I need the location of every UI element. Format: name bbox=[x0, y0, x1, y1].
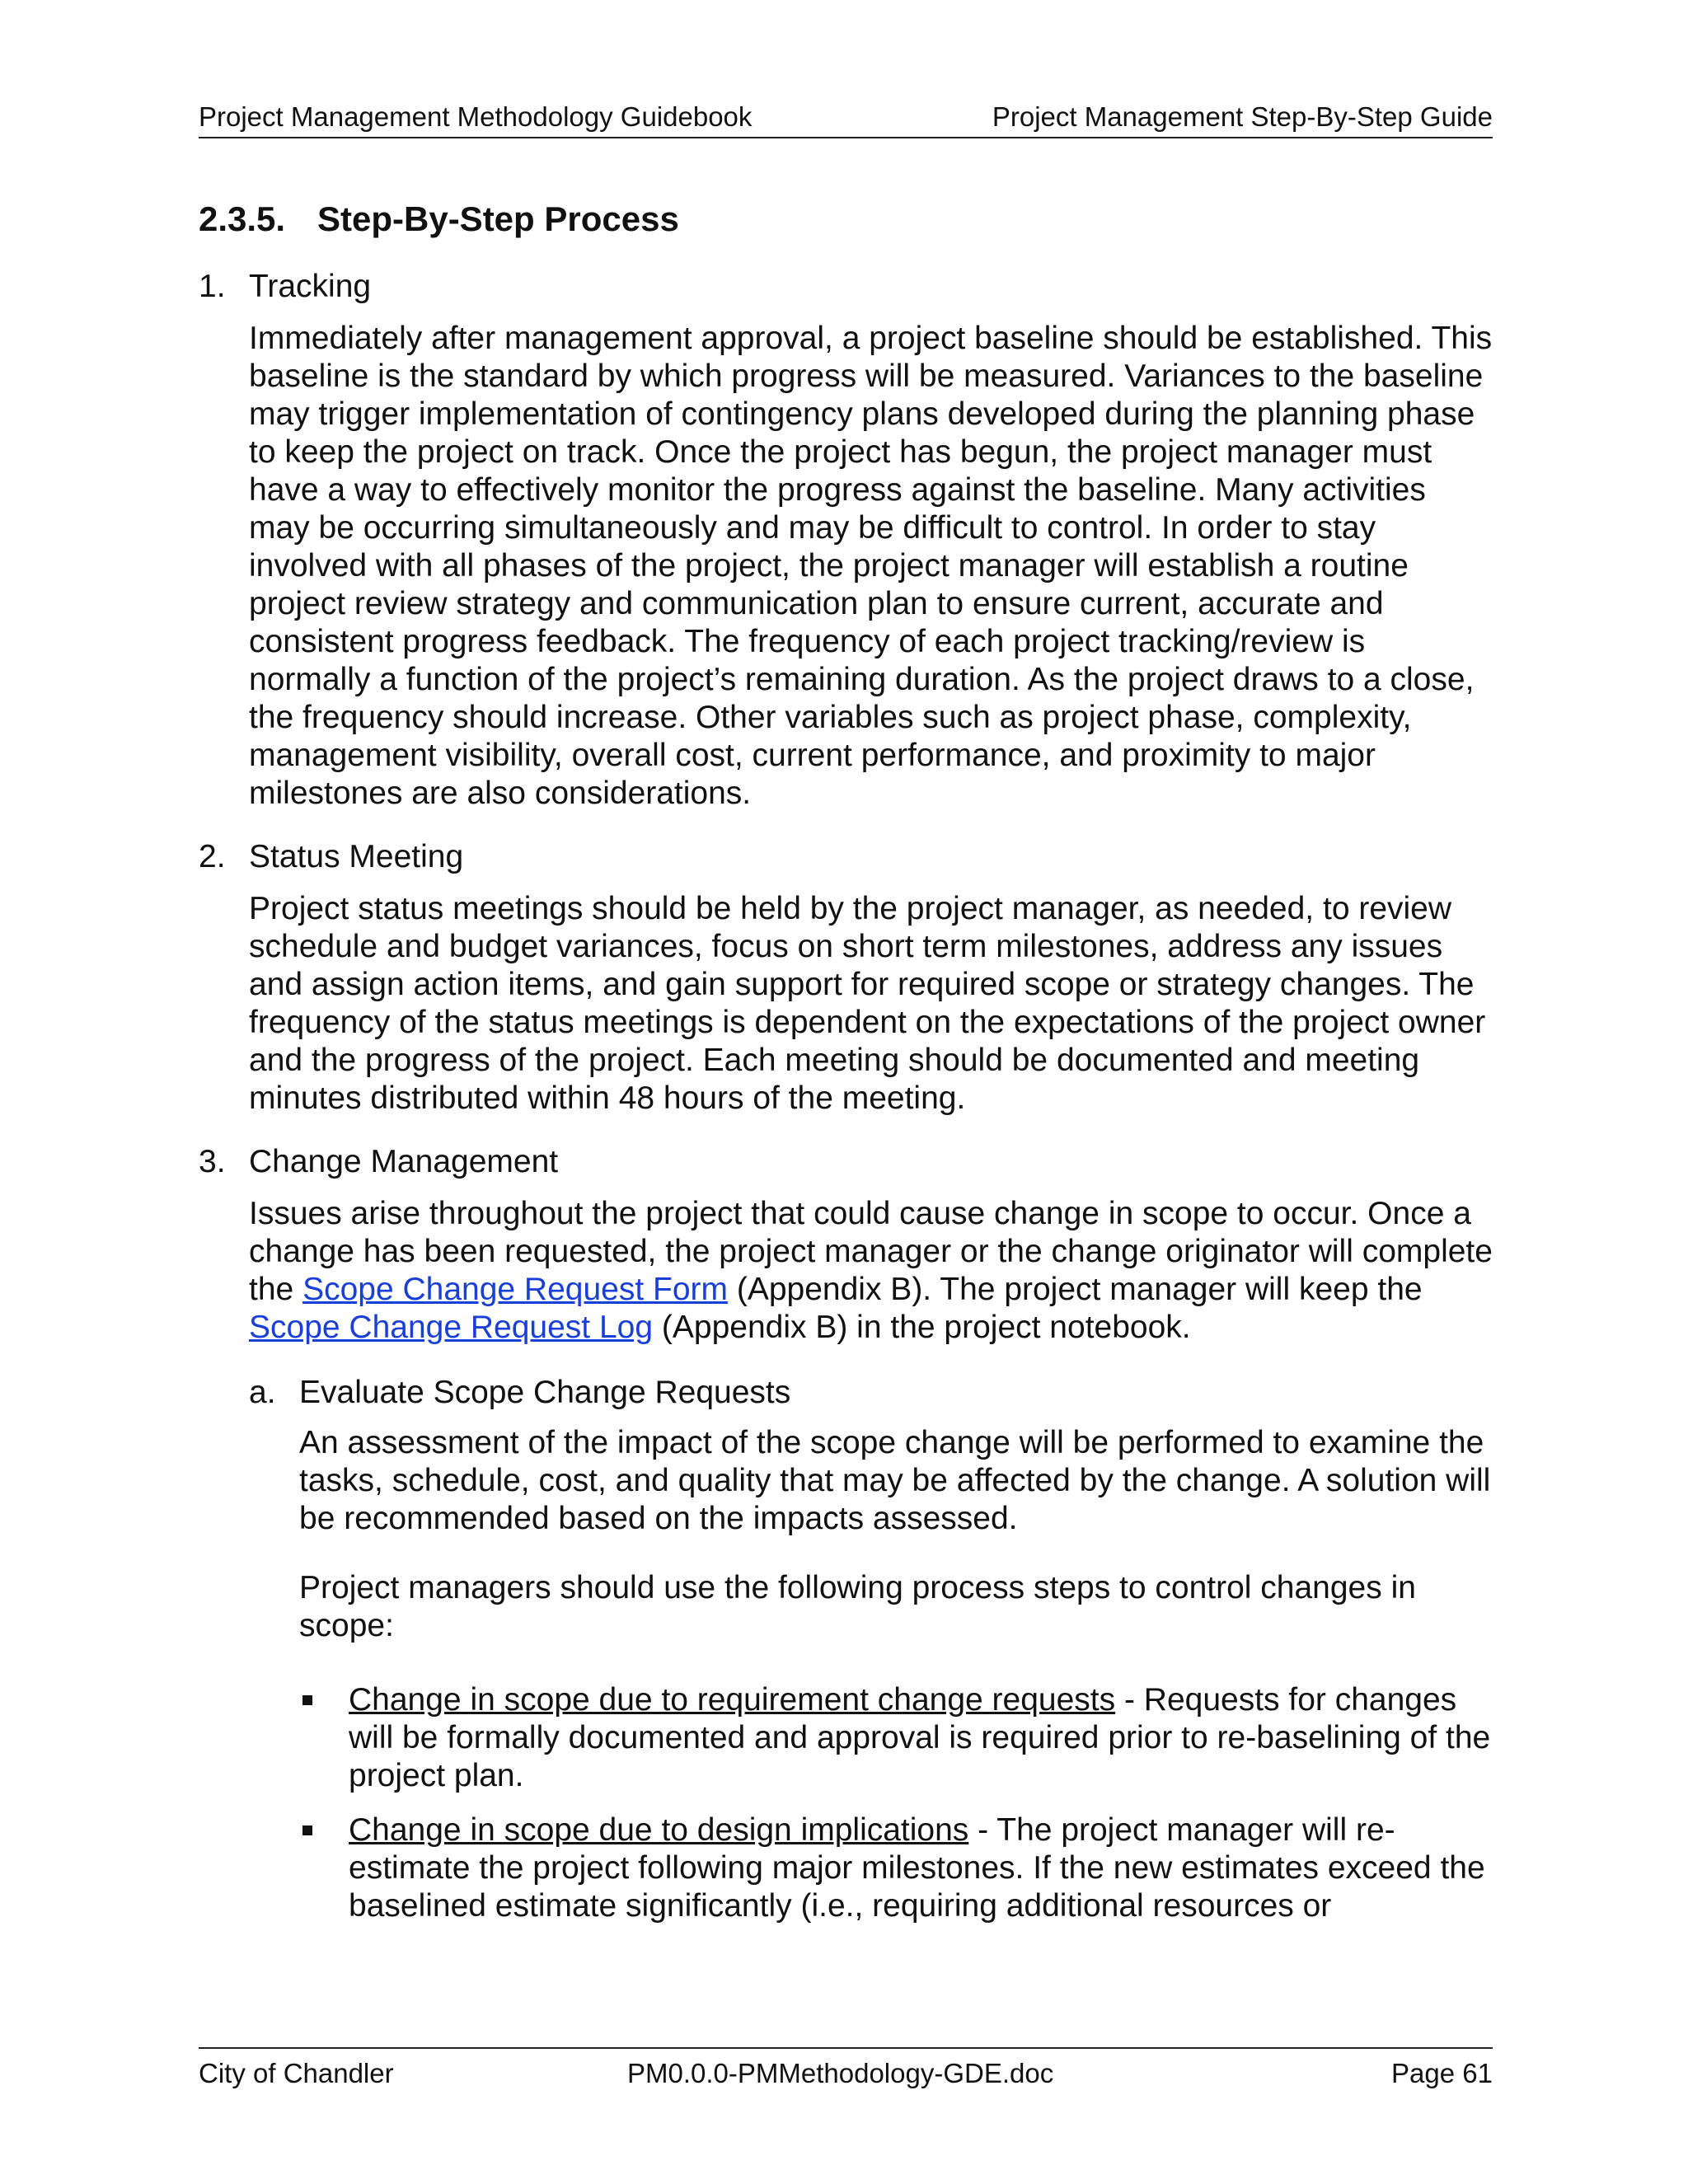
section-number: 2.3.5. bbox=[199, 199, 286, 238]
bullet-text: - The project manager will re-estimate the project following major milestones. If the new estimates exceed the baselined estimate significantly (i.e., requiring additional resources or bbox=[349, 1812, 1485, 1924]
list-item-tracking bbox=[199, 262, 1493, 813]
section-heading bbox=[199, 196, 1493, 242]
header-left-title: Project Management Methodology Guidebook bbox=[199, 101, 753, 132]
sub-item-evaluate-scope bbox=[249, 1370, 1493, 1925]
sub-item-letter: a. bbox=[249, 1375, 276, 1410]
footer-filename: PM0.0.0-PMMethodology-GDE.doc bbox=[627, 2058, 1054, 2088]
item-paragraph: Immediately after management approval, a project baseline should be established. This baseline is the standard by which progress will be measured. Variances to the baseline may trigger implementation of contingency plans developed during the planning phase to keep the project on track. Once the project has begun, the project manager must have a way to effectively monitor the progress against the baseline. Many activities may be occurring simultaneously and may be difficult to control. In order to stay involved with all phases of the project, the project manager will establish a routine project review strategy and communication plan to ensure current, accurate and consistent progress feedback. The frequency of each project tracking/review is normally a function of the project’s remaining duration. As the project draws to a close, the frequency should increase. Other variables such as project phase, complexity, management visibility, overall cost, current performance, and proximity to major milestones are also considerations. bbox=[249, 321, 1493, 811]
page-footer bbox=[199, 2047, 1493, 2090]
item-title: Status Meeting bbox=[249, 839, 464, 874]
bullet-item bbox=[299, 1811, 1493, 1925]
bullet-label: Change in scope due to requirement change requests bbox=[349, 1682, 1116, 1718]
sub-item-title: Evaluate Scope Change Requests bbox=[299, 1375, 791, 1410]
list-item-status-meeting bbox=[199, 832, 1493, 1118]
sub-item-paragraph: Project managers should use the following process steps to control changes in scope: bbox=[299, 1570, 1416, 1643]
item-title: Change Management bbox=[249, 1144, 559, 1179]
item-title: Tracking bbox=[249, 269, 372, 304]
scope-change-request-form-link[interactable]: Scope Change Request Form bbox=[302, 1272, 729, 1307]
header-right-title: Project Management Step-By-Step Guide bbox=[992, 101, 1493, 132]
section-title: Step-By-Step Process bbox=[317, 199, 679, 238]
page-header bbox=[199, 96, 1493, 138]
item-number: 3. bbox=[199, 1144, 226, 1179]
scope-change-request-log-link[interactable]: Scope Change Request Log bbox=[249, 1310, 654, 1345]
footer-page-number: Page 61 bbox=[1391, 2058, 1493, 2088]
bullet-list bbox=[299, 1681, 1493, 1925]
sub-item-paragraph: An assessment of the impact of the scope change will be performed to examine the tasks, schedule, cost, and quality that may be affected by the change. A solution will be recommended based on the impacts assessed. bbox=[299, 1425, 1491, 1536]
item-paragraph bbox=[249, 1195, 1493, 1347]
square-bullet-icon bbox=[302, 1695, 312, 1705]
item-number: 1. bbox=[199, 269, 226, 304]
item-number: 2. bbox=[199, 839, 226, 874]
item-paragraph: Project status meetings should be held by the project manager, as needed, to review schedule and budget variances, focus on short term milestones, address any issues and assign action items, and gain support for required scope or strategy changes. The frequency of the status meetings is dependent on the expectations of the project owner and the progress of the project. Each meeting should be documented and meeting minutes distributed within 48 hours of the meeting. bbox=[249, 891, 1486, 1116]
paragraph-text: (Appendix B) in the project notebook. bbox=[661, 1310, 1191, 1345]
paragraph-text: Issues arise throughout the project that could cause change in scope to occur. Once a change has been requested, the project manager or the change originator will complete the bbox=[249, 1196, 1493, 1307]
bullet-text: - Requests for changes will be formally documented and approval is required prior to re-baselining of the project plan. bbox=[349, 1682, 1491, 1793]
bullet-item bbox=[299, 1681, 1493, 1795]
square-bullet-icon bbox=[302, 1825, 312, 1835]
paragraph-text: (Appendix B). The project manager will keep the bbox=[736, 1272, 1423, 1307]
bullet-label: Change in scope due to design implications bbox=[349, 1812, 969, 1848]
list-item-change-management bbox=[199, 1137, 1493, 1925]
footer-left: City of Chandler bbox=[199, 2058, 394, 2088]
page-body bbox=[199, 196, 1493, 1942]
